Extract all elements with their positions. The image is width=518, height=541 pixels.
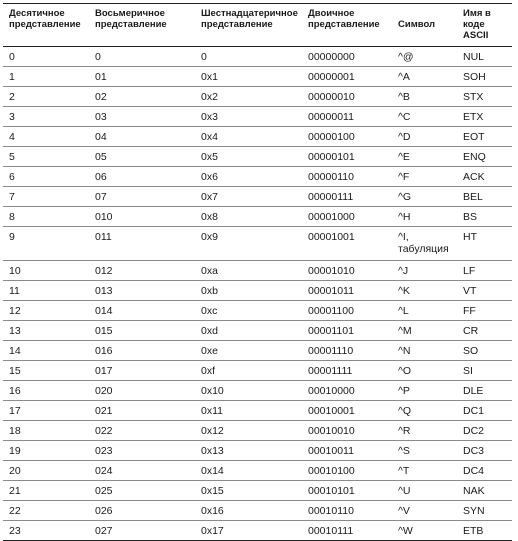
table-row	[3, 127, 512, 147]
cell-hex: 0x4	[201, 131, 218, 143]
cell-symbol	[392, 401, 457, 421]
cell-decimal: 5	[9, 151, 15, 163]
cell-binary: 00001010	[308, 265, 355, 277]
table-row	[3, 107, 512, 127]
cell-binary: 00001000	[308, 211, 355, 223]
cell-octal: 0	[95, 51, 101, 63]
symbol-text: ^O	[398, 365, 412, 377]
symbol-text: ^F	[398, 171, 410, 183]
cell-decimal: 10	[9, 265, 21, 277]
cell-ascii-name: DLE	[463, 385, 484, 397]
cell-decimal: 22	[9, 505, 21, 517]
cell-decimal: 12	[9, 305, 21, 317]
cell-ascii-name: NAK	[463, 485, 485, 497]
cell-decimal: 8	[9, 211, 15, 223]
symbol-text: ^U	[398, 485, 411, 497]
cell-decimal: 11	[9, 285, 20, 297]
cell-binary: 00001110	[308, 345, 354, 357]
cell-octal: 02	[95, 91, 107, 103]
cell-octal: 04	[95, 131, 107, 143]
cell-decimal: 6	[9, 171, 15, 183]
cell-binary: 00010110	[308, 505, 354, 517]
cell-ascii-name: NUL	[463, 51, 485, 63]
symbol-text: ^J	[398, 265, 409, 277]
cell-ascii-name: CR	[463, 325, 479, 337]
table-row	[3, 227, 512, 261]
table-row	[3, 461, 512, 481]
cell-symbol	[392, 421, 457, 441]
cell-hex: 0x14	[201, 465, 224, 477]
cell-symbol	[392, 187, 457, 207]
header-hex: Шестнадцатеричное представление	[201, 8, 298, 30]
cell-octal: 016	[95, 345, 113, 357]
cell-hex: 0x15	[201, 485, 224, 497]
symbol-text: ^B	[398, 91, 410, 103]
cell-ascii-name: EOT	[463, 131, 485, 143]
cell-hex: 0x12	[201, 425, 224, 437]
cell-decimal: 2	[9, 91, 15, 103]
cell-binary: 00001101	[308, 325, 354, 337]
cell-ascii-name: STX	[463, 91, 484, 103]
cell-decimal: 19	[9, 445, 21, 457]
cell-binary: 00000000	[308, 51, 355, 63]
cell-decimal: 17	[9, 405, 21, 417]
cell-decimal: 7	[9, 191, 15, 203]
table-row	[3, 321, 512, 341]
cell-octal: 010	[95, 211, 113, 223]
cell-binary: 00010111	[308, 525, 354, 537]
cell-ascii-name: ETB	[463, 525, 484, 537]
cell-hex: 0xc	[201, 305, 218, 317]
cell-octal: 015	[95, 325, 113, 337]
cell-octal: 021	[95, 405, 113, 417]
cell-ascii-name: BS	[463, 211, 478, 223]
cell-octal: 01	[95, 71, 107, 83]
cell-symbol	[392, 261, 457, 281]
cell-octal: 020	[95, 385, 113, 397]
cell-octal: 07	[95, 191, 107, 203]
cell-hex: 0x13	[201, 445, 224, 457]
cell-symbol	[392, 341, 457, 361]
cell-hex: 0x3	[201, 111, 218, 123]
table-row	[3, 47, 512, 67]
table-row	[3, 441, 512, 461]
cell-octal: 06	[95, 171, 107, 183]
symbol-text: ^M	[398, 325, 412, 337]
cell-binary: 00000110	[308, 171, 354, 183]
cell-octal: 023	[95, 445, 113, 457]
table-row	[3, 87, 512, 107]
table-body	[3, 47, 512, 541]
cell-binary: 00010011	[308, 445, 354, 457]
cell-symbol	[392, 381, 457, 401]
cell-octal: 026	[95, 505, 113, 517]
symbol-text: ^T	[398, 465, 410, 477]
cell-binary: 00010101	[308, 485, 355, 497]
table-row	[3, 67, 512, 87]
cell-symbol	[392, 441, 457, 461]
cell-hex: 0x7	[201, 191, 218, 203]
header-ascii: Имя в коде ASCII	[463, 8, 491, 41]
cell-binary: 00010010	[308, 425, 355, 437]
cell-octal: 027	[95, 525, 113, 537]
cell-decimal: 0	[9, 51, 15, 63]
cell-binary: 00000011	[308, 111, 354, 123]
symbol-text: ^P	[398, 385, 410, 397]
cell-ascii-name: FF	[463, 305, 476, 317]
ascii-table	[3, 3, 512, 541]
cell-ascii-name: DC1	[463, 405, 485, 417]
symbol-text: ^S	[398, 445, 410, 457]
cell-binary: 00001111	[308, 365, 353, 377]
table-row	[3, 421, 512, 441]
cell-decimal: 14	[9, 345, 21, 357]
cell-hex: 0x17	[201, 525, 224, 537]
symbol-text: ^W	[398, 525, 413, 537]
cell-hex: 0xa	[201, 265, 218, 277]
cell-symbol	[392, 167, 457, 187]
cell-decimal: 21	[9, 485, 21, 497]
cell-decimal: 18	[9, 425, 21, 437]
cell-binary: 00001001	[308, 231, 355, 243]
symbol-text: ^@	[398, 51, 414, 63]
header-binary: Двоичное представление	[308, 8, 380, 30]
cell-binary: 00001011	[308, 285, 354, 297]
cell-symbol	[392, 127, 457, 147]
symbol-text: ^E	[398, 151, 410, 163]
table-row	[3, 207, 512, 227]
symbol-text: ^A	[398, 71, 410, 83]
cell-hex: 0x8	[201, 211, 218, 223]
header-octal: Восьмеричное представление	[95, 8, 167, 30]
cell-ascii-name: ACK	[463, 171, 485, 183]
cell-hex: 0x16	[201, 505, 224, 517]
cell-ascii-name: VT	[463, 285, 477, 297]
symbol-text: ^Q	[398, 405, 412, 417]
cell-hex: 0xf	[201, 365, 216, 377]
header-symbol: Символ	[398, 19, 436, 30]
cell-decimal: 9	[9, 231, 15, 243]
cell-decimal: 15	[9, 365, 21, 377]
cell-binary: 00001100	[308, 305, 354, 317]
table-header	[3, 4, 512, 47]
symbol-text: ^K	[398, 285, 410, 297]
symbol-text: ^C	[398, 111, 411, 123]
cell-ascii-name: HT	[463, 231, 477, 243]
cell-binary: 00000111	[308, 191, 354, 203]
cell-hex: 0x1	[201, 71, 218, 83]
table-row	[3, 301, 512, 321]
symbol-text: ^D	[398, 131, 411, 143]
cell-hex: 0xe	[201, 345, 218, 357]
cell-ascii-name: DC4	[463, 465, 485, 477]
table-row	[3, 361, 512, 381]
cell-ascii-name: ENQ	[463, 151, 486, 163]
cell-hex: 0	[201, 51, 207, 63]
cell-decimal: 1	[9, 71, 15, 83]
symbol-note: табуляция	[398, 243, 449, 255]
cell-symbol	[392, 481, 457, 501]
cell-hex: 0x9	[201, 231, 218, 243]
cell-ascii-name: SYN	[463, 505, 485, 517]
table-row	[3, 481, 512, 501]
cell-binary: 00000010	[308, 91, 355, 103]
cell-binary: 00000100	[308, 131, 355, 143]
symbol-text: ^L	[398, 305, 409, 317]
cell-ascii-name: SO	[463, 345, 479, 357]
cell-decimal: 13	[9, 325, 21, 337]
cell-octal: 022	[95, 425, 113, 437]
header-decimal: Десятичное представление	[9, 8, 81, 30]
cell-symbol	[392, 321, 457, 341]
cell-octal: 013	[95, 285, 113, 297]
cell-symbol	[392, 501, 457, 521]
cell-ascii-name: DC2	[463, 425, 485, 437]
header-row	[3, 4, 512, 47]
cell-ascii-name: ETX	[463, 111, 484, 123]
table-row	[3, 401, 512, 421]
cell-binary: 00010000	[308, 385, 355, 397]
cell-ascii-name: DC3	[463, 445, 485, 457]
cell-ascii-name: SI	[463, 365, 473, 377]
cell-hex: 0x5	[201, 151, 218, 163]
cell-symbol	[392, 361, 457, 381]
table-row	[3, 381, 512, 401]
symbol-text: ^V	[398, 505, 410, 517]
cell-symbol	[392, 227, 457, 261]
cell-symbol	[392, 147, 457, 167]
cell-decimal: 3	[9, 111, 15, 123]
cell-octal: 05	[95, 151, 107, 163]
table-row	[3, 147, 512, 167]
cell-hex: 0xb	[201, 285, 218, 297]
cell-decimal: 20	[9, 465, 21, 477]
cell-decimal: 23	[9, 525, 21, 537]
cell-ascii-name: LF	[463, 265, 476, 277]
cell-hex: 0x11	[201, 405, 223, 417]
cell-binary: 00010001	[308, 405, 355, 417]
cell-symbol	[392, 207, 457, 227]
cell-symbol	[392, 301, 457, 321]
symbol-text: ^H	[398, 211, 411, 223]
symbol-text: ^N	[398, 345, 411, 357]
cell-octal: 014	[95, 305, 113, 317]
table-row	[3, 261, 512, 281]
cell-hex: 0xd	[201, 325, 218, 337]
table-row	[3, 167, 512, 187]
cell-decimal: 16	[9, 385, 21, 397]
cell-symbol	[392, 87, 457, 107]
cell-binary: 00000101	[308, 151, 355, 163]
table-row	[3, 187, 512, 207]
cell-ascii-name: BEL	[463, 191, 483, 203]
cell-octal: 024	[95, 465, 113, 477]
cell-octal: 017	[95, 365, 113, 377]
cell-symbol	[392, 47, 457, 67]
cell-octal: 025	[95, 485, 113, 497]
cell-octal: 03	[95, 111, 107, 123]
symbol-text: ^I,	[398, 231, 409, 243]
table-row	[3, 501, 512, 521]
table-row	[3, 341, 512, 361]
cell-binary: 00000001	[308, 71, 355, 83]
cell-octal: 011	[95, 231, 112, 243]
cell-symbol	[392, 461, 457, 481]
cell-symbol	[392, 281, 457, 301]
cell-ascii-name: SOH	[463, 71, 486, 83]
cell-octal: 012	[95, 265, 113, 277]
table-row	[3, 281, 512, 301]
cell-hex: 0x2	[201, 91, 218, 103]
cell-symbol	[392, 67, 457, 87]
symbol-text: ^R	[398, 425, 411, 437]
symbol-text: ^G	[398, 191, 412, 203]
cell-hex: 0x6	[201, 171, 218, 183]
cell-symbol	[392, 107, 457, 127]
cell-decimal: 4	[9, 131, 15, 143]
cell-hex: 0x10	[201, 385, 224, 397]
cell-binary: 00010100	[308, 465, 355, 477]
